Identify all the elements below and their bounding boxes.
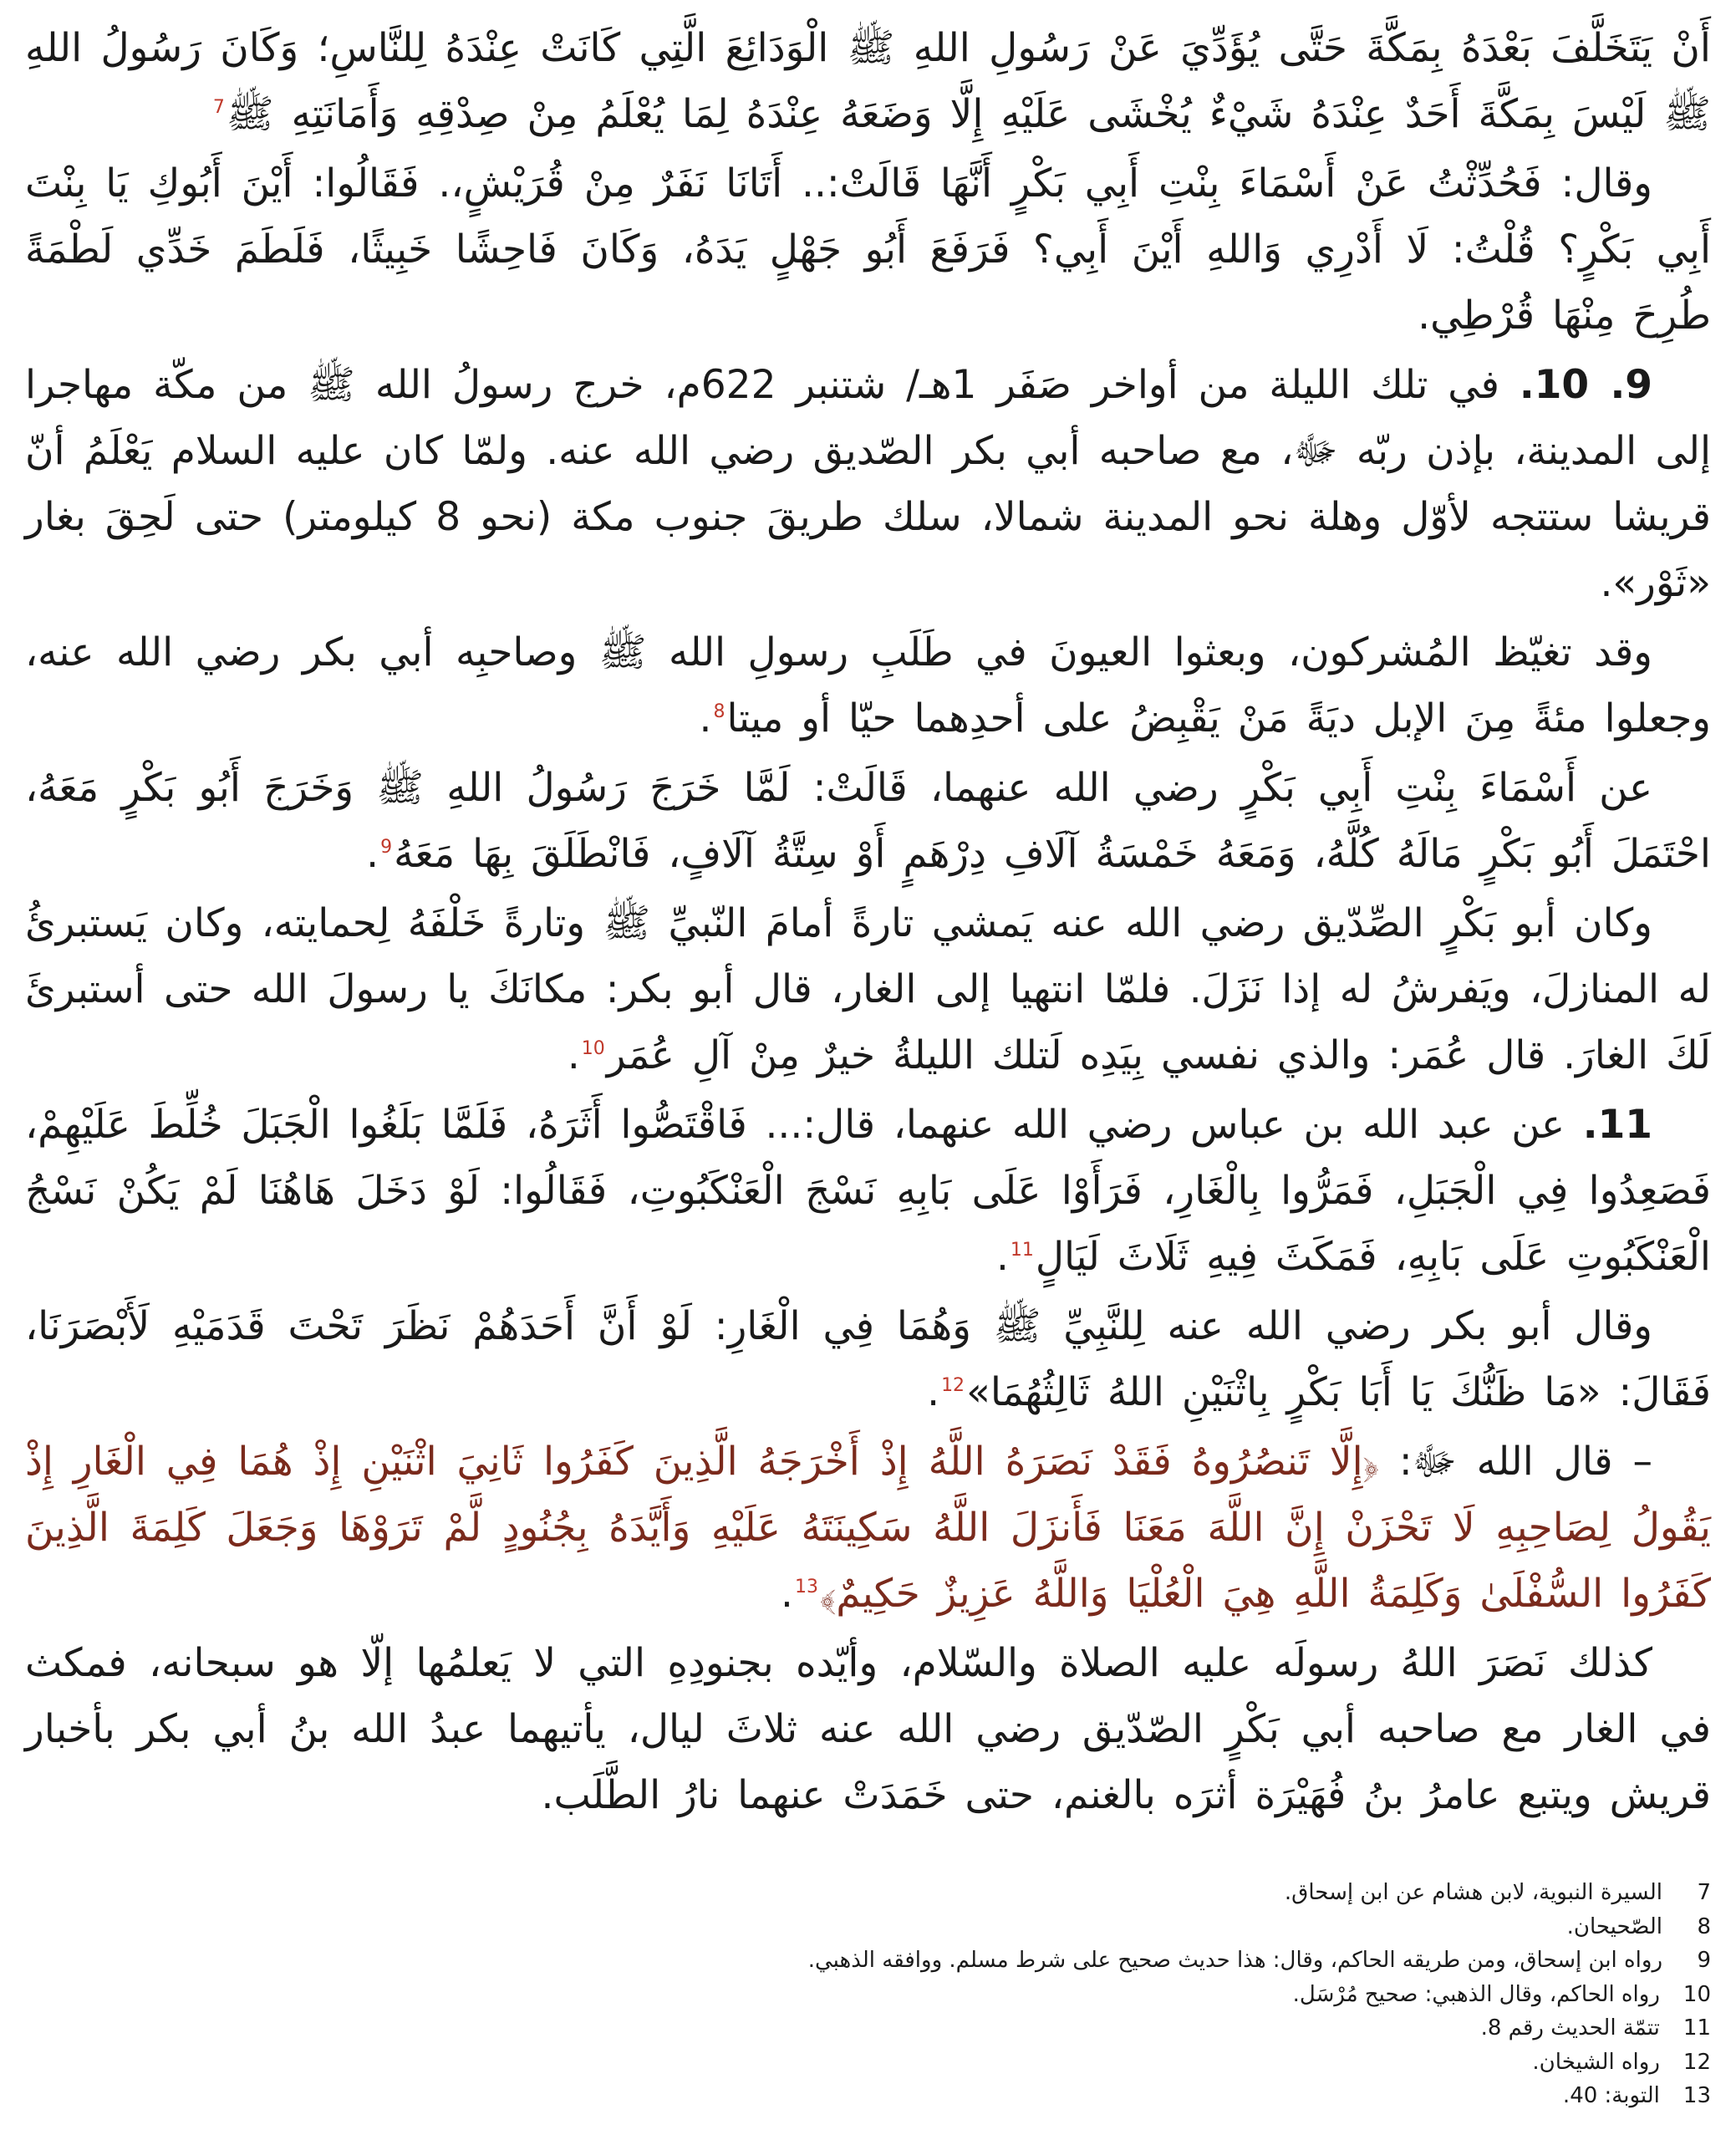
footnote-number: 9 — [1697, 1948, 1711, 1973]
footnote-text: تتمّة الحديث رقم 8. — [1480, 2015, 1660, 2041]
footnote-text: التوبة: 40. — [1562, 2083, 1660, 2108]
footnote-marker-7[interactable]: 7 — [212, 97, 225, 119]
footnote-marker-13[interactable]: 13 — [794, 1577, 818, 1598]
footnote-text: السيرة النبوية، لابن هشام عن ابن إسحاق. — [1284, 1880, 1662, 1905]
paragraph-text: أَنْ يَتَخَلَّفَ بَعْدَهُ بِمَكَّةَ حَتَّى يُؤَدِّيَ عَنْ رَسُولِ اللهِ ﷺ الْوَدَائِعَ الَّتِي كَانَتْ عِنْدَهُ لِلنَّاسِ؛ وَكَانَ رَسُولُ اللهِ ﷺ لَيْسَ بِمَكَّةَ أَحَدٌ عِنْدَهُ شَيْءٌ يُخْشَى عَلَيْهِ إِلَّا وَضَعَهُ عِنْدَهُ لِمَا يُعْلَمُ مِنْ صِدْقِهِ وَأَمَانَتِهِ ﷺ — [25, 25, 1711, 137]
paragraph-1 — [25, 15, 1711, 147]
paragraph-5 — [25, 755, 1711, 887]
footnotes-section — [25, 1876, 1711, 2113]
paragraph-text: وقال: فَحُدِّثْتُ عَنْ أَسْمَاءَ بِنْتِ أَبِي بَكْرٍ أَنَّهَا قَالَتْ:.. أَتَانَا نَفَرٌ مِنْ قُرَيْشٍ،. فَقَالُوا: أَيْنَ أَبُوكِ يَا بِنْتَ أَبِي بَكْرٍ؟ قُلْتُ: لَا أَدْرِي وَاللهِ أَيْنَ أَبِي؟ فَرَفَعَ أَبُو جَهْلٍ يَدَهُ، وَكَانَ فَاحِشًا خَبِيثًا، فَلَطَمَ خَدِّي لَطْمَةً طُرِحَ مِنْهَا قُرْطِي. — [25, 160, 1711, 339]
paragraph-tail: . — [699, 696, 712, 741]
quran-intro: – قال الله ﷻ: — [1398, 1439, 1652, 1485]
paragraph-8 — [25, 1293, 1711, 1425]
paragraph-10 — [25, 1630, 1711, 1828]
paragraph-7 — [25, 1092, 1711, 1290]
paragraph-6 — [25, 890, 1711, 1088]
footnote-text: الصّحيحان. — [1566, 1913, 1662, 1939]
paragraph-text: عن أَسْمَاءَ بِنْتِ أَبِي بَكْرٍ رضي الله عنهما، قَالَتْ: لَمَّا خَرَجَ رَسُولُ اللهِ ﷺ وَخَرَجَ أَبُو بَكْرٍ مَعَهُ، احْتَمَلَ أَبُو بَكْرٍ مَالَهُ كُلَّهُ، وَمَعَهُ خَمْسَةُ آلَافِ دِرْهَمٍ أَوْ سِتَّةُ آلَافٍ، فَانْطَلَقَ بِهَا مَعَهُ — [25, 765, 1711, 877]
paragraph-text: وكان أبو بَكْرٍ الصِّدّيق رضي الله عنه يَمشي تارةً أمامَ النّبيِّ ﷺ وتارةً خَلْفَهُ لِحمايته، وكان يَستبرئُ له المنازلَ، ويَفرشُ له إذا نَزَلَ. فلمّا انتهيا إلى الغار، قال أبو بكر: مكانَكَ يا رسولَ الله حتى أستبرئَ لَكَ الغارَ. قال عُمَر: والذي نفسي بِيَدِه لَتلك الليلةُ خيرٌ مِنْ آلِ عُمَر — [25, 900, 1711, 1078]
paragraph-text: عن عبد الله بن عباس رضي الله عنهما، قال:... فَاقْتَصُّوا أَثَرَهُ، فَلَمَّا بَلَغُوا الْجَبَلَ خُلِّطَ عَلَيْهِمْ، فَصَعِدُوا فِي الْجَبَلِ، فَمَرُّوا بِالْغَارِ، فَرَأَوْا عَلَى بَابِهِ نَسْجَ الْعَنْكَبُوتِ، فَقَالُوا: لَوْ دَخَلَ هَاهُنَا لَمْ يَكُنْ نَسْجُ الْعَنْكَبُوتِ عَلَى بَابِهِ، فَمَكَثَ فِيهِ ثَلَاثَ لَيَالٍ — [25, 1102, 1711, 1280]
footnote-12 — [25, 2046, 1711, 2080]
paragraph-tail: . — [781, 1571, 793, 1617]
paragraph-text: وقال أبو بكر رضي الله عنه لِلنَّبِيِّ ﷺ وَهُمَا فِي الْغَارِ: لَوْ أَنَّ أَحَدَهُمْ نَظَرَ تَحْتَ قَدَمَيْهِ لَأَبْصَرَنَا، فَقَالَ: «مَا ظَنُّكَ يَا أَبَا بَكْرٍ بِاثْنَيْنِ اللهُ ثَالِثُهُمَا» — [25, 1303, 1711, 1415]
paragraph-tail: . — [567, 1032, 580, 1078]
footnote-13 — [25, 2079, 1711, 2113]
footnote-9 — [25, 1944, 1711, 1978]
footnote-text: رواه الحاكم، وقال الذهبي: صحيح مُرْسَل. — [1292, 1981, 1660, 2007]
footnote-11 — [25, 2011, 1711, 2046]
paragraph-text: وقد تغيّظ المُشركون، وبعثوا العيونَ في طَلَبِ رسولِ الله ﷺ وصاحبِه أبي بكر رضي الله عنه، وجعلوا مئةً مِنَ الإبل ديَةً مَنْ يَقْبِضُ على أحدِهما حيّا أو ميتا — [25, 629, 1711, 741]
footnote-text: رواه الشيخان. — [1532, 2049, 1660, 2075]
footnote-number: 8 — [1697, 1913, 1711, 1939]
footnote-marker-9[interactable]: 9 — [380, 837, 393, 859]
footnote-marker-8[interactable]: 8 — [713, 701, 725, 723]
footnote-8 — [25, 1910, 1711, 1944]
footnote-number: 11 — [1683, 2015, 1711, 2041]
quran-verse: ﴿إِلَّا تَنصُرُوهُ فَقَدْ نَصَرَهُ اللَّهُ إِذْ أَخْرَجَهُ الَّذِينَ كَفَرُوا ثَانِيَ اثْنَيْنِ إِذْ هُمَا فِي الْغَارِ إِذْ يَقُولُ لِصَاحِبِهِ لَا تَحْزَنْ إِنَّ اللَّهَ مَعَنَا فَأَنزَلَ اللَّهُ سَكِينَتَهُ عَلَيْهِ وَأَيَّدَهُ بِجُنُودٍ لَّمْ تَرَوْهَا وَجَعَلَ كَلِمَةَ الَّذِينَ كَفَرُوا السُّفْلَىٰ وَكَلِمَةُ اللَّهِ هِيَ الْعُلْيَا وَاللَّهُ عَزِيزٌ حَكِيمٌ﴾ — [25, 1439, 1711, 1617]
paragraph-text: كذلك نَصَرَ اللهُ رسولَه عليه الصلاة والسّلام، وأيّده بجنودِهِ التي لا يَعلمُها إلّا هو سبحانه، فمكث في الغار مع صاحبه أبي بَكْرٍ الصّدّيق رضي الله عنه ثلاثَ ليال، يأتيهما عبدُ الله بنُ أبي بكر بأخبار قريش ويتبع عامرُ بنُ فُهَيْرَة أثرَه بالغنم، حتى خَمَدَتْ عنهما نارُ الطَّلَب. — [25, 1640, 1711, 1818]
paragraph-tail: . — [927, 1369, 940, 1415]
footnote-10 — [25, 1978, 1711, 2012]
footnote-number: 7 — [1697, 1880, 1711, 1905]
paragraph-3 — [25, 352, 1711, 616]
footnote-number: 13 — [1683, 2083, 1711, 2108]
footnote-7 — [25, 1876, 1711, 1910]
footnote-marker-12[interactable]: 12 — [941, 1375, 965, 1397]
section-number: 11. — [1582, 1102, 1652, 1148]
footnote-text: رواه ابن إسحاق، ومن طريقه الحاكم، وقال: هذا حديث صحيح على شرط مسلم. ووافقه الذهبي. — [807, 1948, 1662, 1973]
footnote-number: 12 — [1683, 2049, 1711, 2075]
paragraph-tail: . — [366, 831, 379, 877]
main-text — [25, 15, 1711, 1832]
paragraph-4 — [25, 619, 1711, 752]
paragraph-9-quran — [25, 1429, 1711, 1627]
footnote-number: 10 — [1683, 1981, 1711, 2007]
paragraph-2 — [25, 150, 1711, 349]
footnote-marker-10[interactable]: 10 — [581, 1038, 605, 1060]
footnote-marker-11[interactable]: 11 — [1010, 1240, 1034, 1261]
paragraph-tail: . — [995, 1234, 1009, 1280]
paragraph-text: في تلك الليلة من أواخر صَفَر 1هـ/ شتنبر 622م، خرج رسولُ الله ﷺ من مكّة مهاجرا إلى المدينة، بإذن ربّه ﷻ، مع صاحبه أبي بكر الصّديق رضي الله عنه. ولمّا كان عليه السلام يَعْلَمُ أنّ قريشا ستتجه لأوّل وهلة نحو المدينة شمالا، سلك طريقَ جنوب مكة (نحو 8 كيلومتر) حتى لَحِقَ بغار «ثَوْر». — [25, 362, 1711, 606]
section-number: 9. 10. — [1519, 362, 1652, 408]
